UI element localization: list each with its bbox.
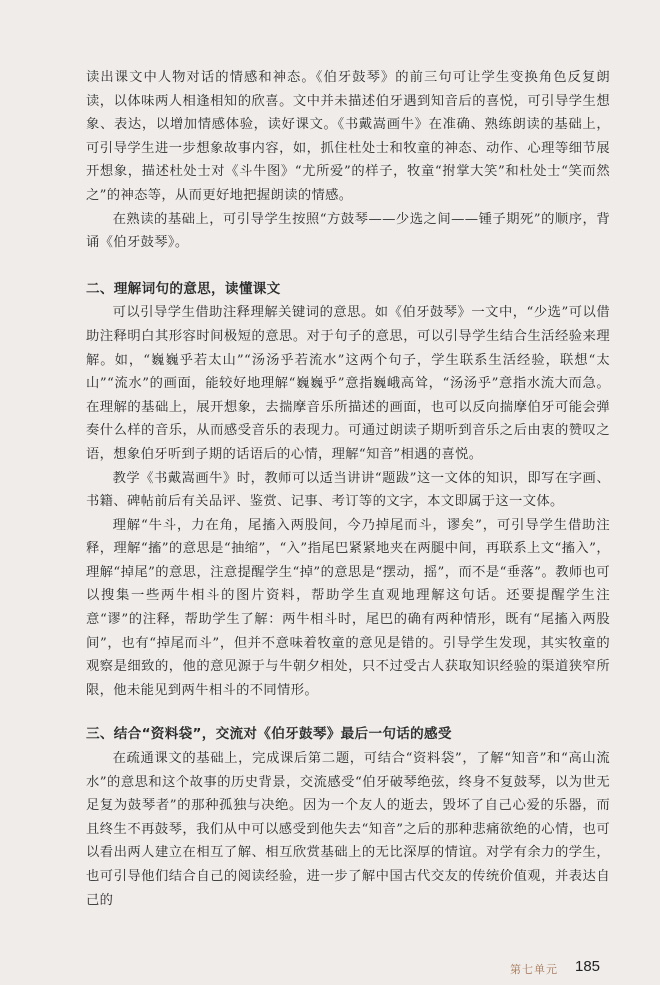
unit-label: 第七单元 [510,963,558,976]
section-heading-2: 二、理解词句的意思，读懂课文 [86,280,281,297]
paragraph-zhiyin: 在疏通课文的基础上，完成课后第二题，可结合“资料袋”，了解“知音”和“高山流水”的意思和这个故事的历史背景，交流感受“伯牙破琴绝弦，终身不复鼓琴，以为世无足复为鼓琴者”的那种孤独与决绝。因为一个友人的逝去，毁坏了自己心爱的乐器，而且终生不再鼓琴，我们从中可以感受到他失去“知音”之后的那种悲痛欲绝的心情，也可以看出两人建立在相互了解、相互欣赏基础上的无比深厚的情谊。对学有余力的学生，也可引导他们结合自己的阅读经验，进一步了解中国古代交友的传统价值观，并表达自己的 [86,751,610,908]
page-number: 185 [575,958,601,975]
section-spacer [86,702,610,723]
page-footer [0,958,660,978]
paragraph-recitation: 在熟读的基础上，可引导学生按照“方鼓琴——少选之间——锺子期死”的顺序，背诵《伯牙鼓琴》。 [86,211,610,251]
paragraph-bull-fight: 理解“牛斗，力在角，尾搐入两股间，今乃掉尾而斗，谬矣”，可引导学生借助注释，理解“搐”的意思是“抽缩”，“入”指尾巴紧紧地夹在两腿中间，再联系上文“搐入”，理解“掉尾”的意思，注意提醒学生“掉”的意思是“摆动，摇”，而不是“垂落”。教师也可以搜集一些两牛相斗的图片资料，帮助学生直观地理解这句话。还要提醒学生注意“谬”的注释，帮助学生了解：两牛相斗时，尾巴的确有两种情形，既有“尾搐入两股间”，也有“掉尾而斗”，但并不意味着牧童的意见是错的。引导学生发现，其实牧童的观察是细致的，他的意见源于与牛朝夕相处，只不过受古人获取知识经验的渠道狭窄所限，他未能见到两牛相斗的不同情形。 [86,517,610,698]
paragraph-continued-reading: 读出课文中人物对话的情感和神态。《伯牙鼓琴》的前三句可让学生变换角色反复朗读，以体味两人相逢相知的欣喜。文中并未描述伯牙遇到知音后的喜悦，可引导学生想象、表达，以增加情感体验，读好课文。《书戴嵩画牛》在准确、熟练朗读的基础上，可引导学生进一步想象故事内容，如，抓住杜处士和牧童的神态、动作、心理等细节展开想象，描述杜处士对《斗牛图》“尤所爱”的样子，牧童“拊掌大笑”和杜处士“笑而然之”的神态等，从而更好地把握朗读的情感。 [86,70,610,203]
section-spacer [86,255,610,278]
section-heading-3: 三、结合“资料袋”，交流对《伯牙鼓琴》最后一句话的感受 [86,726,452,743]
paragraph-key-words: 可以引导学生借助注释理解关键词的意思。如《伯牙鼓琴》一文中，“少选”可以借助注释明白其形容时间极短的意思。对于句子的意思，可以引导学生结合生活经验来理解。如，“巍巍乎若太山”“汤汤乎若流水”这两个句子，学生联系生活经验，联想“太山”“流水”的画面，能较好地理解“巍巍乎”意指巍峨高耸，“汤汤乎”意指水流大而急。在理解的基础上，展开想象，去揣摩音乐所描述的画面，也可以反向揣摩伯牙可能会弹奏什么样的音乐，从而感受音乐的表现力。可通过朗读子期听到音乐之后由衷的赞叹之语，想象伯牙听到子期的话语后的心情，理解“知音”相遇的喜悦。 [86,305,610,462]
page-content [86,66,610,912]
paragraph-tiba: 教学《书戴嵩画牛》时，教师可以适当讲讲“题跋”这一文体的知识，即写在字画、书籍、碑帖前后有关品评、鉴赏、记事、考订等的文字，本文即属于这一文体。 [86,470,610,510]
